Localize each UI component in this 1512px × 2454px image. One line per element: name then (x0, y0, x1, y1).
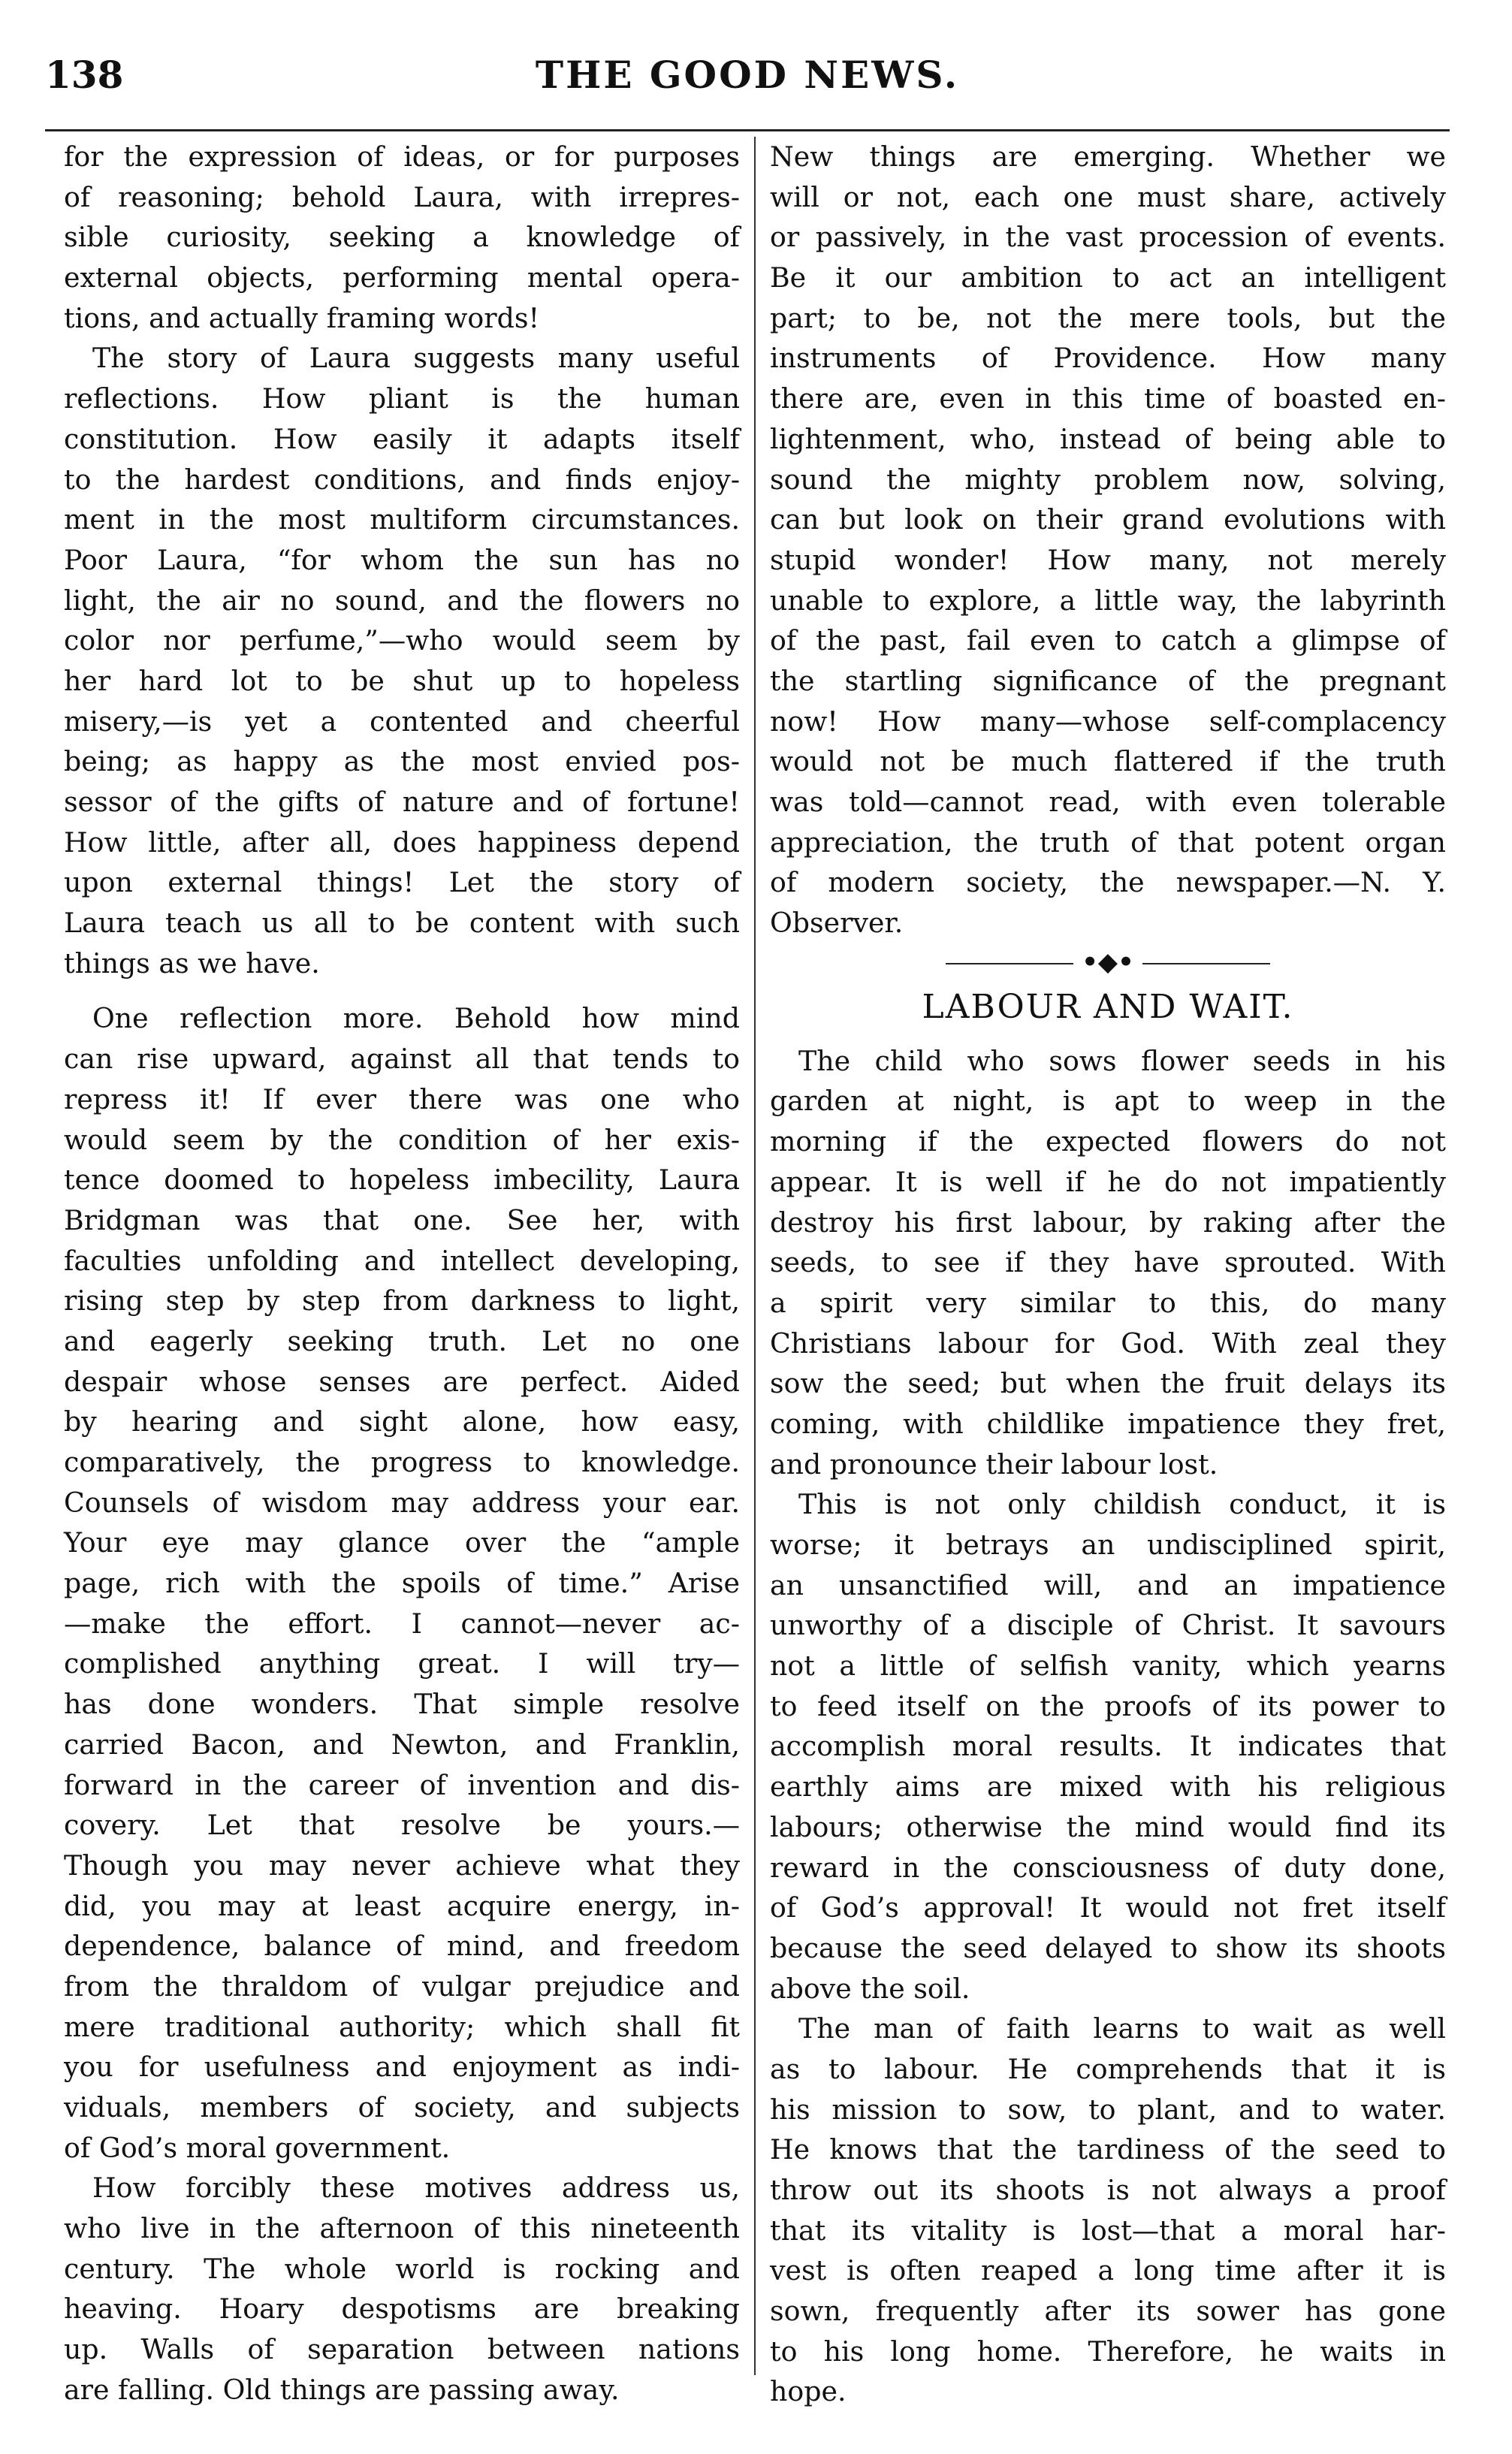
text-line: mere traditional authority; which shall fit (64, 2010, 740, 2043)
text-line: comparatively, the progress to knowledge. (64, 1446, 740, 1478)
text-line: constitution. How easily it adapts itself (64, 422, 740, 455)
text-line: are falling. Old things are passing away. (64, 2373, 620, 2406)
text-line: the startling significance of the pregnant (770, 664, 1446, 697)
text-line: This is not only childish conduct, it is (798, 1488, 1446, 1521)
text-line: complished anything great. I will try— (64, 1647, 740, 1680)
text-line: faculties unfolding and intellect developing, (64, 1244, 740, 1277)
text-line: stupid wonder! How many, not merely (770, 543, 1446, 576)
text-line: appear. It is well if he do not impatiently (770, 1165, 1446, 1198)
text-line: destroy his first labour, by raking after the (770, 1206, 1446, 1239)
text-line: can rise upward, against all that tends to (64, 1043, 740, 1076)
header-rule (45, 129, 1450, 131)
text-line: earthly aims are mixed with his religious (770, 1770, 1446, 1804)
text-line: up. Walls of separation between nations (64, 2333, 740, 2366)
text-line: The story of Laura suggests many useful (92, 342, 740, 375)
text-line: Bridgman was that one. See her, with (64, 1203, 740, 1236)
text-line: part; to be, not the mere tools, but the (770, 301, 1446, 334)
text-line: her hard lot to be shut up to hopeless (64, 664, 740, 697)
text-line: accomplish moral results. It indicates that (770, 1730, 1446, 1763)
text-line: color nor perfume,”—who would seem by (64, 624, 740, 657)
text-line: heaving. Hoary despotisms are breaking (64, 2293, 740, 2326)
text-line: sound the mighty problem now, solving, (770, 463, 1446, 496)
text-line: throw out its shoots is not always a proof (770, 2174, 1446, 2206)
text-line: who live in the afternoon of this nineteenth (64, 2212, 740, 2245)
text-line: ment in the most multiform circumstances. (64, 503, 740, 536)
text-line: reward in the consciousness of duty done, (770, 1851, 1446, 1884)
text-line: Though you may never achieve what they (64, 1849, 740, 1882)
text-line: page, rich with the spoils of time.” Arise (64, 1567, 740, 1600)
text-line: vest is often reaped a long time after it is (770, 2254, 1446, 2287)
text-line: Laura teach us all to be content with such (64, 907, 740, 940)
text-line: unable to explore, a little way, the labyrinth (770, 584, 1446, 617)
article-heading: LABOUR AND WAIT. (922, 987, 1294, 1026)
text-line: Your eye may glance over the “ample (64, 1526, 740, 1559)
text-line: from the thraldom of vulgar prejudice and (64, 1970, 740, 2003)
text-line: forward in the career of invention and dis- (64, 1768, 740, 1801)
text-line: or passively, in the vast procession of events. (770, 221, 1446, 254)
text-line: sible curiosity, seeking a knowledge of (64, 221, 740, 254)
page-header (45, 53, 1450, 105)
text-line: lightenment, who, instead of being able to (770, 422, 1446, 455)
text-line: Christians labour for God. With zeal they (770, 1327, 1446, 1360)
text-line: century. The whole world is rocking and (64, 2252, 740, 2285)
text-line: upon external things! Let the story of (64, 866, 740, 899)
text-line: above the soil. (770, 1972, 970, 2005)
right-column (770, 137, 1446, 2412)
text-line: of the past, fail even to catch a glimpse of (770, 624, 1446, 657)
text-line: will or not, each one must share, actively (770, 180, 1446, 213)
left-column (64, 137, 740, 2410)
text-line: can but look on their grand evolutions with (770, 503, 1446, 536)
ornament-glyph: •◆• (1082, 946, 1134, 977)
text-line: sown, frequently after its sower has gone (770, 2295, 1446, 2328)
text-line: of reasoning; behold Laura, with irrepres- (64, 180, 740, 213)
text-line: How forcibly these motives address us, (92, 2172, 740, 2205)
text-line: was told—cannot read, with even tolerable (770, 786, 1446, 818)
text-line: and eagerly seeking truth. Let no one (64, 1324, 740, 1357)
text-line: has done wonders. That simple resolve (64, 1688, 740, 1721)
text-line: to feed itself on the proofs of its power to (770, 1689, 1446, 1722)
text-line: Counsels of wisdom may address your ear. (64, 1486, 740, 1519)
text-line: seeds, to see if they have sprouted. With (770, 1246, 1446, 1279)
text-line: to the hardest conditions, and finds enjoy- (64, 463, 740, 496)
page-number: 138 (45, 53, 124, 97)
text-line: an unsanctified will, and an impatience (770, 1568, 1446, 1601)
text-line: misery,—is yet a contented and cheerful (64, 705, 740, 738)
text-line: of modern society, the newspaper.—N. Y. (770, 866, 1446, 899)
text-line: Poor Laura, “for whom the sun has no (64, 543, 740, 576)
text-line: Observer. (770, 907, 904, 940)
section-ornament (770, 943, 1446, 981)
text-line: coming, with childlike impatience they fret, (770, 1407, 1446, 1440)
text-line: New things are emerging. Whether we (770, 140, 1446, 173)
text-line: of God’s moral government. (64, 2131, 451, 2164)
text-line: external objects, performing mental opera- (64, 261, 740, 294)
ornament-rule-left (946, 963, 1073, 964)
text-line: would seem by the condition of her exis- (64, 1123, 740, 1156)
text-line: appreciation, the truth of that potent organ (770, 826, 1446, 859)
text-line: He knows that the tardiness of the seed to (770, 2133, 1446, 2166)
text-line: being; as happy as the most envied pos- (64, 745, 740, 778)
text-line: because the seed delayed to show its shoots (770, 1931, 1446, 1964)
text-line: despair whose senses are perfect. Aided (64, 1365, 740, 1398)
text-line: covery. Let that resolve be yours.— (64, 1809, 740, 1842)
text-line: to his long home. Therefore, he waits in (770, 2335, 1446, 2368)
text-line: there are, even in this time of boasted en- (770, 382, 1446, 415)
text-line: tions, and actually framing words! (64, 301, 540, 334)
text-line: The child who sows flower seeds in his (798, 1044, 1446, 1077)
running-title: THE GOOD NEWS. (535, 53, 960, 97)
text-line: by hearing and sight alone, how easy, (64, 1405, 740, 1438)
text-line: for the expression of ideas, or for purposes (64, 140, 740, 173)
text-line: dependence, balance of mind, and freedom (64, 1930, 740, 1963)
article-body (770, 1041, 1446, 2412)
text-line: worse; it betrays an undisciplined spirit, (770, 1529, 1446, 1561)
text-line: viduals, members of society, and subjects (64, 2091, 740, 2123)
text-line: of God’s approval! It would not fret itself (770, 1891, 1446, 1924)
text-line: tence doomed to hopeless imbecility, Laura (64, 1164, 740, 1197)
text-line: a spirit very similar to this, do many (770, 1286, 1446, 1319)
text-line: garden at night, is apt to weep in the (770, 1085, 1446, 1118)
text-line: and pronounce their labour lost. (770, 1447, 1218, 1481)
text-line: now! How many—whose self-complacency (770, 705, 1446, 738)
text-line: repress it! If ever there was one who (64, 1082, 740, 1115)
text-line: carried Bacon, and Newton, and Franklin, (64, 1728, 740, 1761)
text-line: The man of faith learns to wait as well (798, 2012, 1446, 2045)
text-line: hope. (770, 2375, 847, 2408)
text-line: unworthy of a disciple of Christ. It savours (770, 1609, 1446, 1642)
text-line: labours; otherwise the mind would find its (770, 1810, 1446, 1843)
text-line: would not be much flattered if the truth (770, 745, 1446, 778)
text-line: that its vitality is lost—that a moral har- (770, 2214, 1446, 2247)
text-line: rising step by step from darkness to light, (64, 1284, 740, 1318)
text-line: you for usefulness and enjoyment as indi- (64, 2051, 740, 2084)
text-line: not a little of selfish vanity, which yearns (770, 1650, 1446, 1683)
text-line: How little, after all, does happiness depend (64, 826, 740, 859)
text-line: sow the seed; but when the fruit delays its (770, 1367, 1446, 1400)
column-divider (754, 137, 756, 2375)
ornament-rule-right (1142, 963, 1270, 964)
text-line: reflections. How pliant is the human (64, 382, 740, 415)
text-line: instruments of Providence. How many (770, 342, 1446, 375)
text-line: his mission to sow, to plant, and to water. (770, 2093, 1446, 2126)
text-line: sessor of the gifts of nature and of fortune! (64, 786, 740, 818)
text-line: as to labour. He comprehends that it is (770, 2052, 1446, 2085)
text-line: —make the effort. I cannot—never ac- (64, 1607, 740, 1640)
right-column-continued-text (770, 137, 1446, 943)
text-line: Be it our ambition to act an intelligent (770, 261, 1446, 294)
text-line: One reflection more. Behold how mind (92, 1002, 740, 1035)
text-line: light, the air no sound, and the flowers no (64, 584, 740, 617)
text-line: things as we have. (64, 946, 320, 979)
text-line: did, you may at least acquire energy, in- (64, 1889, 740, 1922)
text-line: morning if the expected flowers do not (770, 1125, 1446, 1158)
